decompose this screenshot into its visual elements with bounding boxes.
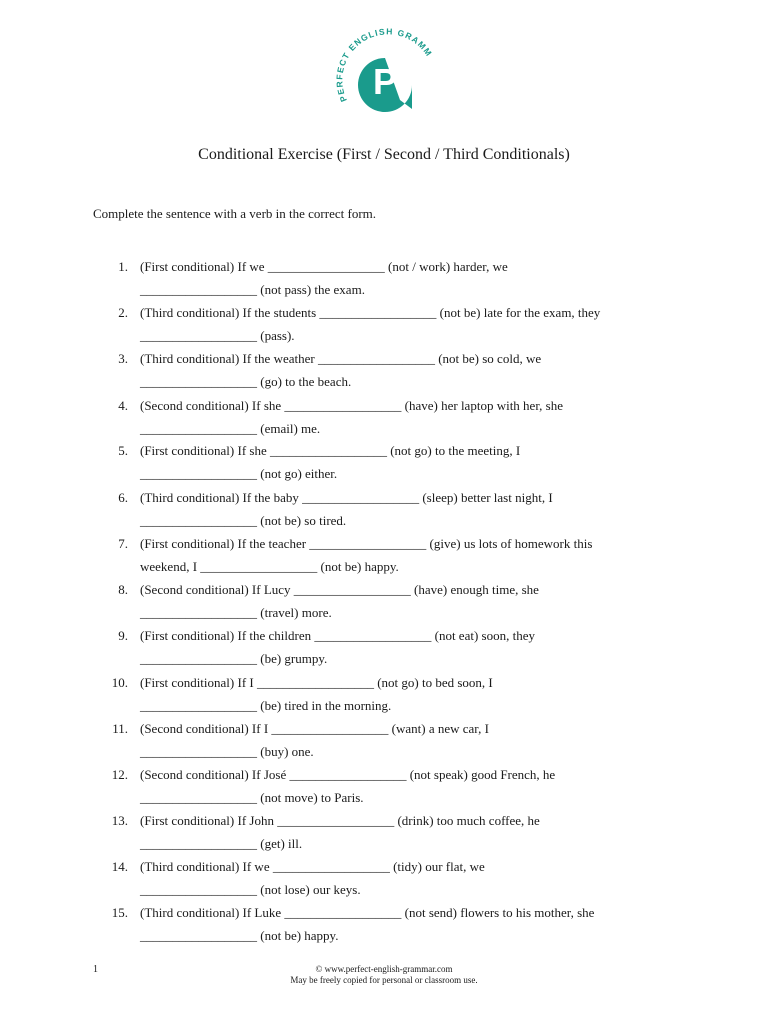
exercise-number: 11. (112, 721, 128, 736)
exercise-line-1: (Second conditional) If José __________________ (not speak) good French, he (140, 767, 556, 782)
exercise-item (0, 536, 768, 582)
exercise-line-1: (Second conditional) If she __________________ (have) her laptop with her, she (140, 398, 563, 413)
exercise-number: 4. (118, 398, 128, 413)
exercise-item (0, 905, 768, 951)
exercise-line-2: __________________ (not pass) the exam. (140, 282, 365, 297)
exercise-line-2: __________________ (not go) either. (140, 466, 338, 481)
exercise-line-2: __________________ (buy) one. (140, 744, 314, 759)
exercise-number: 8. (118, 582, 128, 597)
exercise-number: 7. (118, 536, 128, 551)
exercise-item (0, 398, 768, 444)
exercise-line-1: (Third conditional) If the weather __________________ (not be) so cold, we (140, 351, 542, 366)
exercise-number: 3. (118, 351, 128, 366)
page-number: 1 (93, 964, 98, 975)
exercise-line-2: __________________ (not be) happy. (140, 928, 339, 943)
exercise-line-2: __________________ (be) grumpy. (140, 651, 328, 666)
exercise-item (0, 813, 768, 859)
page-title: Conditional Exercise (First / Second / Third Conditionals) (198, 146, 570, 163)
exercise-number: 13. (111, 813, 128, 828)
exercise-item (0, 305, 768, 351)
exercise-item (0, 767, 768, 813)
exercise-line-2: __________________ (not move) to Paris. (140, 790, 364, 805)
exercise-line-1: (First conditional) If I __________________ (not go) to bed soon, I (140, 675, 493, 690)
exercise-line-1: (Third conditional) If the baby __________________ (sleep) better last night, I (140, 490, 553, 505)
exercise-line-2: __________________ (email) me. (140, 421, 321, 436)
exercise-line-1: (First conditional) If the children __________________ (not eat) soon, they (140, 628, 535, 643)
exercise-line-1: (Third conditional) If we __________________ (tidy) our flat, we (140, 859, 485, 874)
exercise-line-2: __________________ (travel) more. (140, 605, 332, 620)
instructions: Complete the sentence with a verb in the correct form. (93, 206, 377, 221)
exercise-number: 12. (111, 767, 128, 782)
svg-text:PERFECT ENGLISH GRAMMAR: PERFECT ENGLISH GRAMM (334, 26, 435, 104)
exercise-line-2: __________________ (not lose) our keys. (140, 882, 361, 897)
footer-copyright: © www.perfect-english-grammar.com (315, 964, 453, 974)
exercise-number: 14. (111, 859, 128, 874)
footer-license: May be freely copied for personal or classroom use. (290, 975, 478, 985)
logo (328, 18, 438, 116)
exercise-number: 1. (118, 259, 128, 274)
exercise-line-1: (Second conditional) If I __________________ (want) a new car, I (140, 721, 489, 736)
exercise-number: 2. (118, 305, 128, 320)
exercise-item (0, 351, 768, 397)
exercise-item (0, 721, 768, 767)
exercise-line-1: (First conditional) If the teacher __________________ (give) us lots of homework this (140, 536, 593, 551)
exercise-line-1: (First conditional) If she __________________ (not go) to the meeting, I (140, 443, 521, 458)
exercise-item (0, 490, 768, 536)
exercise-item (0, 675, 768, 721)
exercise-item (0, 443, 768, 489)
exercise-item (0, 582, 768, 628)
perfect-english-grammar-logo-icon (328, 18, 438, 116)
footer (0, 964, 768, 986)
exercise-line-2: __________________ (pass). (140, 328, 295, 343)
svg-text:P: P (372, 61, 398, 102)
exercise-number: 9. (118, 628, 128, 643)
exercise-line-1: (Third conditional) If Luke __________________ (not send) flowers to his mother, she (140, 905, 595, 920)
exercise-line-2: __________________ (not be) so tired. (140, 513, 347, 528)
exercise-line-1: (First conditional) If we __________________ (not / work) harder, we (140, 259, 508, 274)
exercise-number: 5. (118, 443, 128, 458)
exercise-number: 6. (118, 490, 128, 505)
exercise-line-1: (Third conditional) If the students __________________ (not be) late for the exam, they (140, 305, 601, 320)
exercise-item (0, 859, 768, 905)
exercise-line-2: weekend, I __________________ (not be) happy. (140, 559, 399, 574)
exercise-number: 10. (111, 675, 128, 690)
exercise-item (0, 259, 768, 305)
exercise-item (0, 628, 768, 674)
exercise-number: 15. (111, 905, 128, 920)
exercise-line-2: __________________ (be) tired in the morning. (140, 698, 392, 713)
exercise-line-2: __________________ (go) to the beach. (140, 374, 352, 389)
exercise-line-1: (Second conditional) If Lucy __________________ (have) enough time, she (140, 582, 539, 597)
exercise-line-1: (First conditional) If John __________________ (drink) too much coffee, he (140, 813, 540, 828)
exercise-line-2: __________________ (get) ill. (140, 836, 303, 851)
